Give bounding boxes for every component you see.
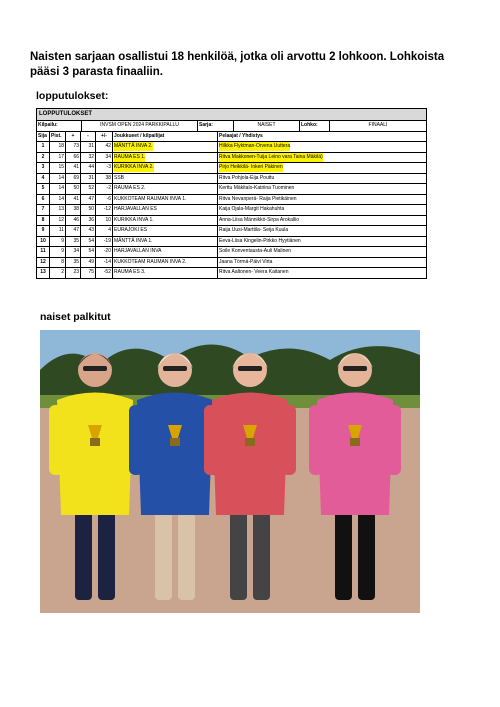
col-points: Pist. bbox=[50, 132, 66, 142]
table-cell-plus: 47 bbox=[66, 226, 81, 236]
table-cell-players: Kerttu Mäkitalo-Katriina Tuominen bbox=[219, 185, 295, 192]
table-cell-team: HARJAVALLAN ES bbox=[113, 205, 218, 215]
table-cell-players: Eeva-Liisa Kingelin-Pirkko Hyytiänen bbox=[219, 237, 301, 244]
table-cell-plus: 41 bbox=[66, 163, 81, 173]
award-photo bbox=[40, 330, 420, 613]
table-cell-players: Ritva Pohjola-Eija Pouttu bbox=[219, 174, 275, 181]
table-cell-minus: 52 bbox=[81, 184, 96, 194]
table-cell-minus: 31 bbox=[81, 174, 96, 184]
series-label: Sarja: bbox=[198, 121, 234, 131]
table-cell-team: KURIKKA INVA 1. bbox=[113, 216, 218, 226]
table-cell-pts: 14 bbox=[50, 195, 66, 205]
table-cell-minus: 50 bbox=[81, 205, 96, 215]
table-cell-rank: 1 bbox=[37, 142, 50, 152]
table-cell-plus: 38 bbox=[66, 205, 81, 215]
arm-left bbox=[204, 405, 218, 475]
table-row bbox=[37, 174, 426, 185]
table-cell-minus: 47 bbox=[81, 195, 96, 205]
table-cell-diff: -12 bbox=[96, 205, 113, 215]
col-players: Pelaajat / Yhdistys bbox=[219, 132, 263, 139]
table-cell-players: Kaija Ojala-Margit Hakahuhta bbox=[219, 206, 285, 213]
table-cell-players: Ritva Nevanperä- Raija Pietikäinen bbox=[219, 195, 297, 202]
table-cell-team: HARJAVALLAN INVA bbox=[113, 247, 218, 257]
series-value: NAISET bbox=[234, 121, 300, 131]
table-cell-plus: 35 bbox=[66, 237, 81, 247]
table-cell-team: MÄNTTÄ INVA 1. bbox=[113, 237, 218, 247]
table-cell-pts: 13 bbox=[50, 205, 66, 215]
results-table-header bbox=[37, 132, 426, 143]
table-cell-team: EURAJOKI ES bbox=[113, 226, 218, 236]
table-cell-minus: 31 bbox=[81, 142, 96, 152]
table-cell-plus: 34 bbox=[66, 247, 81, 257]
table-cell-plus: 50 bbox=[66, 184, 81, 194]
table-cell-diff: 38 bbox=[96, 174, 113, 184]
table-cell-pts: 17 bbox=[50, 153, 66, 163]
table-cell-team: RAUMA ES 1. bbox=[113, 153, 218, 163]
table-cell-diff: 4 bbox=[96, 226, 113, 236]
table-cell-plus: 66 bbox=[66, 153, 81, 163]
table-row bbox=[37, 153, 426, 164]
table-cell-rank: 9 bbox=[37, 226, 50, 236]
table-cell-diff: -2 bbox=[96, 184, 113, 194]
table-cell-rank: 2 bbox=[37, 153, 50, 163]
table-row bbox=[37, 226, 426, 237]
table-cell-players: Ritva Makkonen-Tuija Leino vara Taina Mäkilä) bbox=[219, 153, 323, 160]
table-cell-diff: -20 bbox=[96, 247, 113, 257]
table-row bbox=[37, 142, 426, 153]
table-cell-minus: 54 bbox=[81, 247, 96, 257]
table-cell-minus: 44 bbox=[81, 163, 96, 173]
table-cell-plus: 46 bbox=[66, 216, 81, 226]
table-cell-rank: 13 bbox=[37, 268, 50, 278]
results-table-meta bbox=[37, 121, 426, 132]
table-cell-players: Pirjo Heikkilä- Inkeri Päkinen bbox=[219, 164, 283, 171]
table-cell-players: Anna-Liisa Männikkö-Sirpa Arokallio bbox=[219, 216, 300, 223]
table-cell-minus: 43 bbox=[81, 226, 96, 236]
results-table bbox=[36, 108, 427, 279]
table-cell-diff: 34 bbox=[96, 153, 113, 163]
sunglasses-icon bbox=[343, 366, 367, 371]
table-row bbox=[37, 237, 426, 248]
table-cell-pts: 12 bbox=[50, 216, 66, 226]
table-row bbox=[37, 258, 426, 269]
trophy-base bbox=[350, 438, 360, 446]
table-cell-team: KUKKOTEAM RAUMAN INVA 1. bbox=[113, 195, 218, 205]
sunglasses-icon bbox=[238, 366, 262, 371]
table-cell-plus: 41 bbox=[66, 195, 81, 205]
table-cell-players: Jaana Törmä-Päivi Virta bbox=[219, 258, 273, 265]
table-cell-minus: 36 bbox=[81, 216, 96, 226]
table-cell-minus: 75 bbox=[81, 268, 96, 278]
table-cell-players: Ritva Aaltonen- Veera Kaitanen bbox=[219, 269, 289, 276]
table-cell-pts: 8 bbox=[50, 258, 66, 268]
table-cell-pts: 2 bbox=[50, 268, 66, 278]
table-cell-plus: 23 bbox=[66, 268, 81, 278]
table-cell-rank: 11 bbox=[37, 247, 50, 257]
block-value: FINAALI bbox=[368, 122, 388, 129]
trophy-base bbox=[170, 438, 180, 446]
table-cell-team: RAUMA ES 2. bbox=[113, 184, 218, 194]
table-row bbox=[37, 247, 426, 258]
table-row bbox=[37, 205, 426, 216]
results-table-body bbox=[37, 142, 426, 278]
torso bbox=[137, 393, 213, 516]
intro-text: Naisten sarjaan osallistui 18 henkilöä, jotka oli arvottu 2 lohkoon. Lohkoista pääsi 3 parasta finaaliin. bbox=[30, 51, 445, 78]
table-cell-plus: 73 bbox=[66, 142, 81, 152]
table-cell-rank: 12 bbox=[37, 258, 50, 268]
table-cell-team: KURIKKA INVA 2. bbox=[113, 163, 218, 173]
table-cell-team: SSB bbox=[113, 174, 218, 184]
table-cell-team: MÄNTTÄ INVA 2. bbox=[113, 142, 218, 152]
table-cell-minus: 49 bbox=[81, 258, 96, 268]
table-cell-rank: 6 bbox=[37, 195, 50, 205]
table-cell-team: KUKKOTEAM RAUMAN INVA 2. bbox=[113, 258, 218, 268]
results-table-title: LOPPUTULOKSET bbox=[37, 109, 426, 121]
table-cell-rank: 8 bbox=[37, 216, 50, 226]
table-cell-diff: -19 bbox=[96, 237, 113, 247]
table-cell-players: Hilkka Flyktman-Orvena Uuttera bbox=[219, 143, 291, 150]
trophy-base bbox=[245, 438, 255, 446]
table-cell-rank: 10 bbox=[37, 237, 50, 247]
table-cell-players: Raija Uusi-Marttila- Seija Kuula bbox=[219, 227, 289, 234]
arm-right bbox=[282, 405, 296, 475]
table-cell-minus: 54 bbox=[81, 237, 96, 247]
awards-heading: naiset palkitut bbox=[40, 311, 111, 323]
table-cell-pts: 15 bbox=[50, 163, 66, 173]
col-minus: - bbox=[81, 132, 96, 142]
table-cell-pts: 9 bbox=[50, 247, 66, 257]
table-cell-diff: 10 bbox=[96, 216, 113, 226]
arm-left bbox=[309, 405, 323, 475]
torso bbox=[317, 393, 393, 516]
table-row bbox=[37, 163, 426, 174]
table-cell-pts: 9 bbox=[50, 237, 66, 247]
trophy-base bbox=[90, 438, 100, 446]
table-cell-rank: 4 bbox=[37, 174, 50, 184]
event-label: Kilpailu: bbox=[37, 121, 82, 131]
table-cell-diff: -3 bbox=[96, 163, 113, 173]
table-row bbox=[37, 195, 426, 206]
table-row bbox=[37, 184, 426, 195]
event-value: INVSM OPEN 2024 PARKKIPALLU bbox=[82, 121, 198, 131]
block-label: Lohko: bbox=[300, 121, 330, 131]
col-team: Joukkueet / kilpailijat bbox=[113, 132, 218, 142]
group-photo-image bbox=[40, 330, 420, 613]
table-row bbox=[37, 268, 426, 278]
col-diff: +/- bbox=[96, 132, 113, 142]
results-heading: lopputulokset: bbox=[36, 90, 109, 102]
table-cell-team: RAUMA ES 3. bbox=[113, 268, 218, 278]
table-cell-plus: 35 bbox=[66, 258, 81, 268]
table-cell-diff: -6 bbox=[96, 195, 113, 205]
col-rank: Sija bbox=[37, 132, 50, 142]
table-cell-diff: -14 bbox=[96, 258, 113, 268]
torso bbox=[212, 393, 288, 516]
table-cell-rank: 3 bbox=[37, 163, 50, 173]
table-cell-rank: 7 bbox=[37, 205, 50, 215]
sunglasses-icon bbox=[163, 366, 187, 371]
table-cell-pts: 18 bbox=[50, 142, 66, 152]
table-row bbox=[37, 216, 426, 227]
table-cell-diff: -52 bbox=[96, 268, 113, 278]
torso bbox=[57, 393, 133, 516]
arm-left bbox=[49, 405, 63, 475]
arm-left bbox=[129, 405, 143, 475]
table-cell-minus: 32 bbox=[81, 153, 96, 163]
table-cell-rank: 5 bbox=[37, 184, 50, 194]
table-cell-pts: 14 bbox=[50, 184, 66, 194]
table-cell-players: Soile Konventausta-Auli Malinen bbox=[219, 248, 291, 255]
table-cell-pts: 11 bbox=[50, 226, 66, 236]
arm-right bbox=[387, 405, 401, 475]
col-plus: + bbox=[66, 132, 81, 142]
sunglasses-icon bbox=[83, 366, 107, 371]
table-cell-diff: 42 bbox=[96, 142, 113, 152]
table-cell-pts: 14 bbox=[50, 174, 66, 184]
table-cell-plus: 69 bbox=[66, 174, 81, 184]
